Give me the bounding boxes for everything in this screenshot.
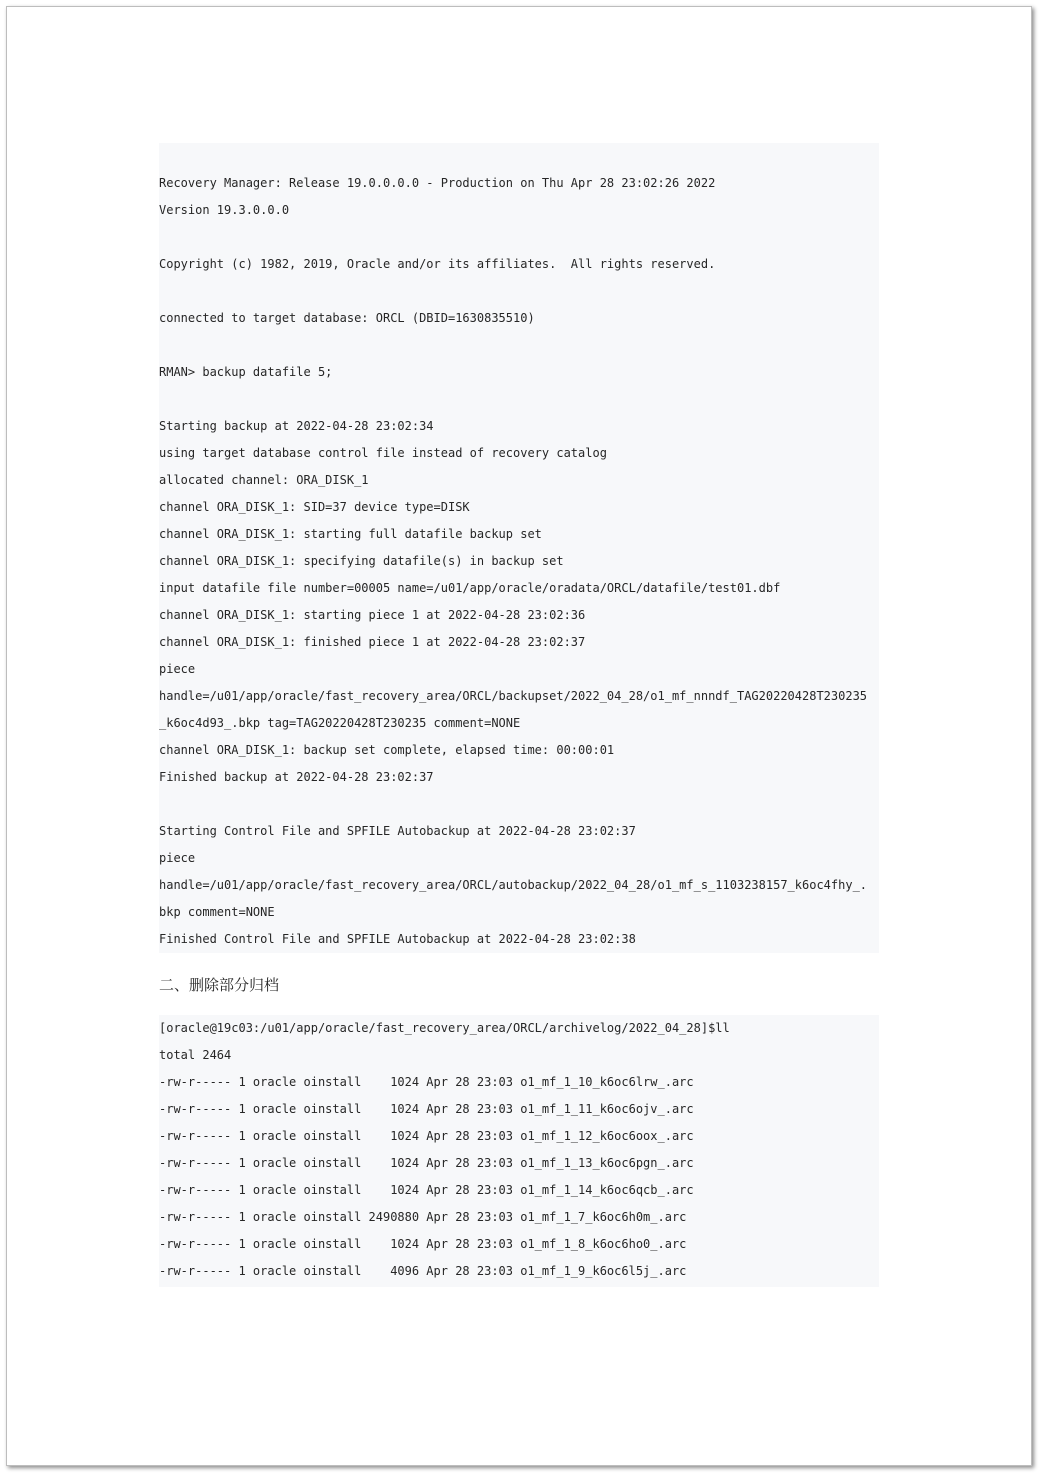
code-line: -rw-r----- 1 oracle oinstall 1024 Apr 28 23:03 o1_mf_1_10_k6oc6lrw_.arc (159, 1075, 694, 1089)
code-line: _k6oc4d93_.bkp tag=TAG20220428T230235 comment=NONE (159, 716, 521, 730)
code-line: -rw-r----- 1 oracle oinstall 1024 Apr 28 23:03 o1_mf_1_11_k6oc6ojv_.arc (159, 1102, 694, 1116)
code-line: Starting Control File and SPFILE Autobackup at 2022-04-28 23:02:37 (159, 824, 636, 838)
code-line: allocated channel: ORA_DISK_1 (159, 473, 369, 487)
code-line: piece (159, 662, 196, 676)
code-line: channel ORA_DISK_1: specifying datafile(s) in backup set (159, 554, 564, 568)
code-line (159, 332, 879, 359)
code-line: Copyright (c) 1982, 2019, Oracle and/or its affiliates. All rights reserved. (159, 257, 716, 271)
code-line: bkp comment=NONE (159, 905, 275, 919)
code-line (159, 386, 879, 413)
code-line: channel ORA_DISK_1: starting piece 1 at 2022-04-28 23:02:36 (159, 608, 586, 622)
code-line: [oracle@19c03:/u01/app/oracle/fast_recovery_area/ORCL/archivelog/2022_04_28]$ll (159, 1021, 730, 1035)
code-line: Finished Control File and SPFILE Autobackup at 2022-04-28 23:02:38 (159, 932, 636, 946)
code-line: RMAN> backup datafile 5; (159, 365, 333, 379)
code-line: input datafile file number=00005 name=/u01/app/oracle/oradata/ORCL/datafile/test01.dbf (159, 581, 781, 595)
code-line: -rw-r----- 1 oracle oinstall 4096 Apr 28 23:03 o1_mf_1_9_k6oc6l5j_.arc (159, 1264, 687, 1278)
code-line: Version 19.3.0.0.0 (159, 203, 290, 217)
code-line (159, 224, 879, 251)
code-line: channel ORA_DISK_1: starting full datafile backup set (159, 527, 542, 541)
rman-output-code-block (159, 143, 879, 953)
code-line: channel ORA_DISK_1: finished piece 1 at 2022-04-28 23:02:37 (159, 635, 586, 649)
section-heading: 二、删除部分归档 (159, 976, 280, 994)
code-line (159, 278, 879, 305)
code-line: -rw-r----- 1 oracle oinstall 2490880 Apr 28 23:03 o1_mf_1_7_k6oc6h0m_.arc (159, 1210, 687, 1224)
code-line: handle=/u01/app/oracle/fast_recovery_area/ORCL/backupset/2022_04_28/o1_mf_nnndf_TAG20220428T230235 (159, 689, 868, 703)
code-line: channel ORA_DISK_1: backup set complete, elapsed time: 00:00:01 (159, 743, 615, 757)
code-line: -rw-r----- 1 oracle oinstall 1024 Apr 28 23:03 o1_mf_1_8_k6oc6ho0_.arc (159, 1237, 687, 1251)
code-line: total 2464 (159, 1048, 232, 1062)
code-line: -rw-r----- 1 oracle oinstall 1024 Apr 28 23:03 o1_mf_1_12_k6oc6oox_.arc (159, 1129, 694, 1143)
code-line: -rw-r----- 1 oracle oinstall 1024 Apr 28 23:03 o1_mf_1_14_k6oc6qcb_.arc (159, 1183, 694, 1197)
code-line: piece (159, 851, 196, 865)
code-line: -rw-r----- 1 oracle oinstall 1024 Apr 28 23:03 o1_mf_1_13_k6oc6pgn_.arc (159, 1156, 694, 1170)
ls-output-code-block (159, 1015, 879, 1287)
code-line: handle=/u01/app/oracle/fast_recovery_area/ORCL/autobackup/2022_04_28/o1_mf_s_1103238157_k6oc4fhy_. (159, 878, 868, 892)
code-line: Finished backup at 2022-04-28 23:02:37 (159, 770, 434, 784)
code-line: connected to target database: ORCL (DBID=1630835510) (159, 311, 535, 325)
code-line: Recovery Manager: Release 19.0.0.0.0 - Production on Thu Apr 28 23:02:26 2022 (159, 176, 716, 190)
code-line (159, 791, 879, 818)
code-line: using target database control file instead of recovery catalog (159, 446, 607, 460)
document-page (6, 6, 1032, 1466)
code-line: Starting backup at 2022-04-28 23:02:34 (159, 419, 434, 433)
code-line: channel ORA_DISK_1: SID=37 device type=DISK (159, 500, 470, 514)
